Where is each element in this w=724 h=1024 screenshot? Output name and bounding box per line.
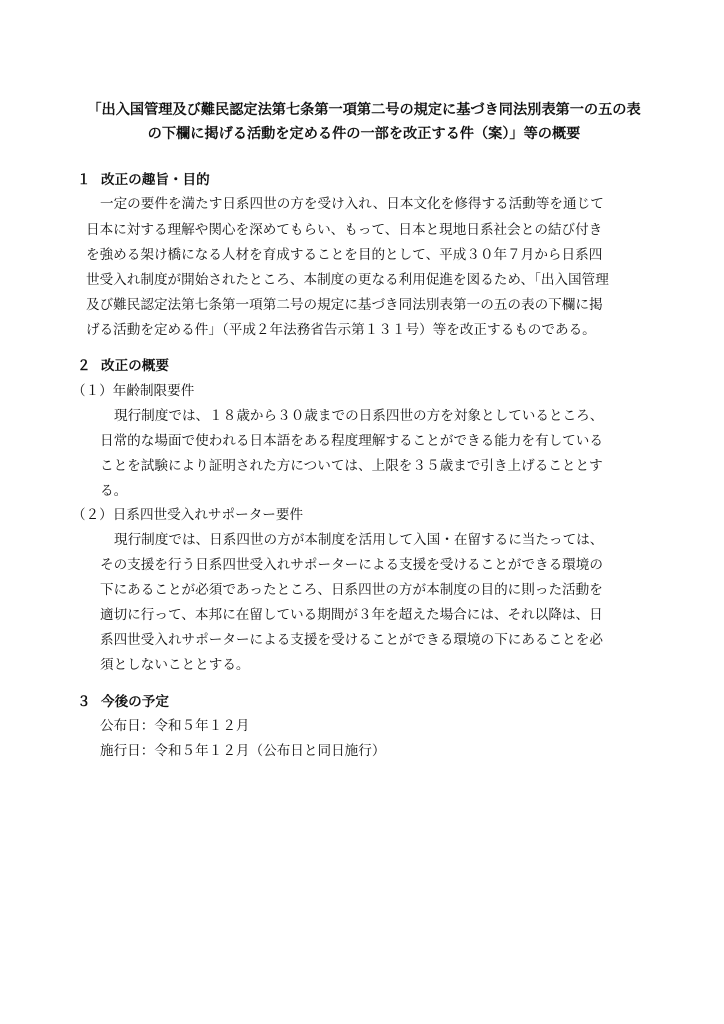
item-2-text-line: 須としないこととする。 <box>100 657 250 673</box>
item-2-text-line: 適切に行って、本邦に在留している期間が３年を超えた場合には、それ以降は、日 <box>100 607 603 623</box>
section-1-text-line: げる活動を定める件」（平成２年法務省告示第１３１号）等を改正するものである。 <box>86 322 596 338</box>
section-3-number: ３ <box>77 694 91 710</box>
section-1-heading <box>77 170 210 190</box>
item-2-label: （２）日系四世受入れサポーター要件 <box>72 507 304 523</box>
item-1-text-line: ことを試験により証明された方については、上限を３５歳まで引き上げることとす <box>100 458 603 474</box>
enforcement-date-line: 施行日：令和５年１２月（公布日と同日施行） <box>100 743 386 759</box>
item-2-text-line: 下にあることが必須であったところ、日系四世の方が本制度の目的に則った活動を <box>100 582 603 598</box>
section-1-text-line: を強める架け橋になる人材を育成することを目的として、平成３０年７月から日系四 <box>86 247 603 263</box>
section-1-number: １ <box>77 172 91 188</box>
section-1-text-line: 日本に対する理解や関心を深めてもらい、もって、日本と現地日系社会との結び付き <box>86 222 603 238</box>
document-title-line-2: の下欄に掲げる活動を定める件の一部を改正する件（案）」等の概要 <box>147 126 581 142</box>
section-1-text-line: 一定の要件を満たす日系四世の方を受け入れ、日本文化を修得する活動等を通じて <box>100 196 604 212</box>
section-1-title: 改正の趣旨・目的 <box>101 172 210 188</box>
item-2-text-line: その支援を行う日系四世受入れサポーターによる支援を受けることができる環境の <box>100 557 603 573</box>
section-1-text-line: 世受入れ制度が開始されたところ、本制度の更なる利用促進を図るため、「出入国管理 <box>86 272 609 288</box>
section-2-heading <box>77 356 169 376</box>
document-title-line-1: 「出入国管理及び難民認定法第七条第一項第二号の規定に基づき同法別表第一の五の表 <box>87 102 641 118</box>
item-1-text-line: 現行制度では、１８歳から３０歳までの日系四世の方を対象としているところ、 <box>114 408 604 424</box>
section-3-title: 今後の予定 <box>101 694 169 710</box>
section-2-number: ２ <box>77 358 91 374</box>
item-1-label: （１）年齢制限要件 <box>72 383 195 399</box>
item-2-text-line: 現行制度では、日系四世の方が本制度を活用して入国・在留するに当たっては、 <box>114 532 604 548</box>
section-2-title: 改正の概要 <box>101 358 169 374</box>
section-1-text-line: 及び難民認定法第七条第一項第二号の規定に基づき同法別表第一の五の表の下欄に掲 <box>86 297 603 313</box>
item-1-text-line: る。 <box>100 483 128 499</box>
item-1-text-line: 日常的な場面で使われる日本語をある程度理解することができる能力を有している <box>100 433 603 449</box>
item-2-text-line: 系四世受入れサポーターによる支援を受けることができる環境の下にあることを必 <box>100 632 603 648</box>
announcement-date-line: 公布日：令和５年１２月 <box>100 718 250 734</box>
section-3-heading <box>77 692 169 712</box>
